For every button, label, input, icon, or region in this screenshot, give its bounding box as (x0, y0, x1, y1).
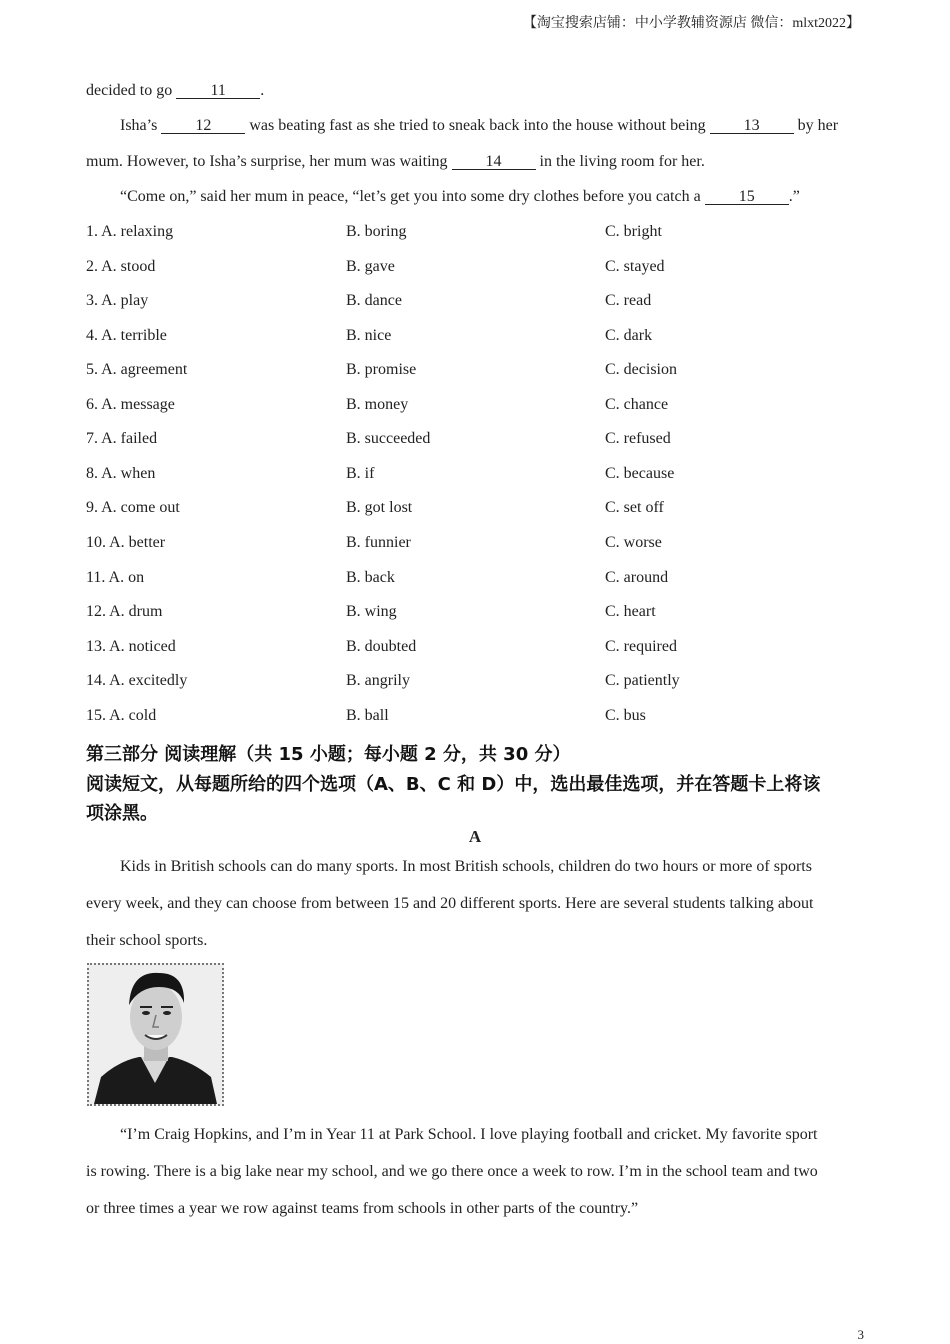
page-number: 3 (857, 1327, 864, 1342)
option-a: 13. A. noticed (86, 638, 176, 655)
section-instruction: 项涂黑。 (86, 803, 158, 824)
option-c: C. chance (605, 396, 669, 413)
passage-text: by her (793, 117, 839, 134)
option-c: C. heart (605, 603, 656, 620)
option-a: 12. A. drum (86, 603, 163, 620)
blank-12: 12 (161, 118, 245, 134)
option-b: B. wing (346, 603, 397, 620)
option-a: 7. A. failed (86, 430, 158, 447)
option-b: B. funnier (346, 534, 411, 551)
option-b: B. if (346, 465, 375, 482)
option-a: 11. A. on (86, 569, 145, 586)
page-header: 【淘宝搜索店铺：中小学教辅资源店 微信：mlxt2022】 (522, 16, 860, 31)
option-a: 8. A. when (86, 465, 156, 482)
option-c: C. worse (605, 534, 662, 551)
option-c: C. around (605, 569, 669, 586)
craig-line: is rowing. There is a big lake near my school, and we go there once a week to row. I’m in the school team and two (86, 1163, 818, 1180)
passage-line (120, 117, 838, 135)
blank-15: 15 (705, 189, 789, 205)
option-a: 5. A. agreement (86, 361, 188, 378)
passage-text: Isha’s (120, 117, 162, 134)
passage-text: .” (788, 188, 800, 205)
option-a: 15. A. cold (86, 707, 157, 724)
student-photo (87, 963, 224, 1106)
option-b: B. dance (346, 292, 402, 309)
option-b: B. boring (346, 223, 407, 240)
option-a: 1. A. relaxing (86, 223, 174, 240)
passage-text: mum. However, to Isha’s surprise, her mum was waiting (86, 153, 452, 170)
portrait-image (89, 965, 222, 1104)
section-instruction: 阅读短文，从每题所给的四个选项（A、B、C 和 D）中，选出最佳选项，并在答题卡上将该 (86, 774, 821, 795)
passage-line (86, 82, 264, 100)
option-b: B. succeeded (346, 430, 431, 447)
blank-14: 14 (452, 154, 536, 170)
passage-a-title: A (468, 827, 482, 846)
blank-11: 11 (176, 83, 260, 99)
option-b: B. ball (346, 707, 389, 724)
intro-line: Kids in British schools can do many sports. In most British schools, children do two hours or more of sports (120, 858, 812, 875)
option-a: 2. A. stood (86, 258, 156, 275)
option-a: 6. A. message (86, 396, 175, 413)
option-c: C. because (605, 465, 675, 482)
passage-line (120, 188, 800, 206)
option-b: B. back (346, 569, 395, 586)
section-title: 第三部分 阅读理解（共 15 小题；每小题 2 分，共 30 分） (86, 744, 571, 765)
passage-text: decided to go (86, 82, 177, 99)
intro-line: every week, and they can choose from between 15 and 20 different sports. Here are several students talking about (86, 895, 814, 912)
passage-line (86, 153, 705, 171)
option-a: 9. A. come out (86, 499, 180, 516)
passage-text: “Come on,” said her mum in peace, “let’s get you into some dry clothes before you catch a (120, 188, 705, 205)
option-a: 3. A. play (86, 292, 149, 309)
option-a: 4. A. terrible (86, 327, 167, 344)
option-c: C. bright (605, 223, 662, 240)
option-c: C. dark (605, 327, 653, 344)
intro-line: their school sports. (86, 932, 208, 949)
passage-text: was beating fast as she tried to sneak back into the house without being (245, 117, 710, 134)
option-b: B. promise (346, 361, 417, 378)
option-c: C. stayed (605, 258, 665, 275)
option-c: C. patiently (605, 672, 680, 689)
option-b: B. money (346, 396, 409, 413)
option-b: B. gave (346, 258, 395, 275)
craig-line: “I’m Craig Hopkins, and I’m in Year 11 at Park School. I love playing football and cricket. My favorite sport (120, 1126, 818, 1143)
blank-13: 13 (710, 118, 794, 134)
option-c: C. decision (605, 361, 677, 378)
passage-text: in the living room for her. (535, 153, 705, 170)
option-c: C. refused (605, 430, 671, 447)
passage-text: . (260, 82, 265, 99)
option-c: C. bus (605, 707, 646, 724)
craig-line: or three times a year we row against teams from schools in other parts of the country.” (86, 1200, 639, 1217)
option-b: B. angrily (346, 672, 410, 689)
option-a: 14. A. excitedly (86, 672, 188, 689)
option-b: B. nice (346, 327, 392, 344)
option-b: B. got lost (346, 499, 413, 516)
option-b: B. doubted (346, 638, 417, 655)
option-a: 10. A. better (86, 534, 166, 551)
option-c: C. set off (605, 499, 664, 516)
option-c: C. read (605, 292, 652, 309)
option-c: C. required (605, 638, 677, 655)
